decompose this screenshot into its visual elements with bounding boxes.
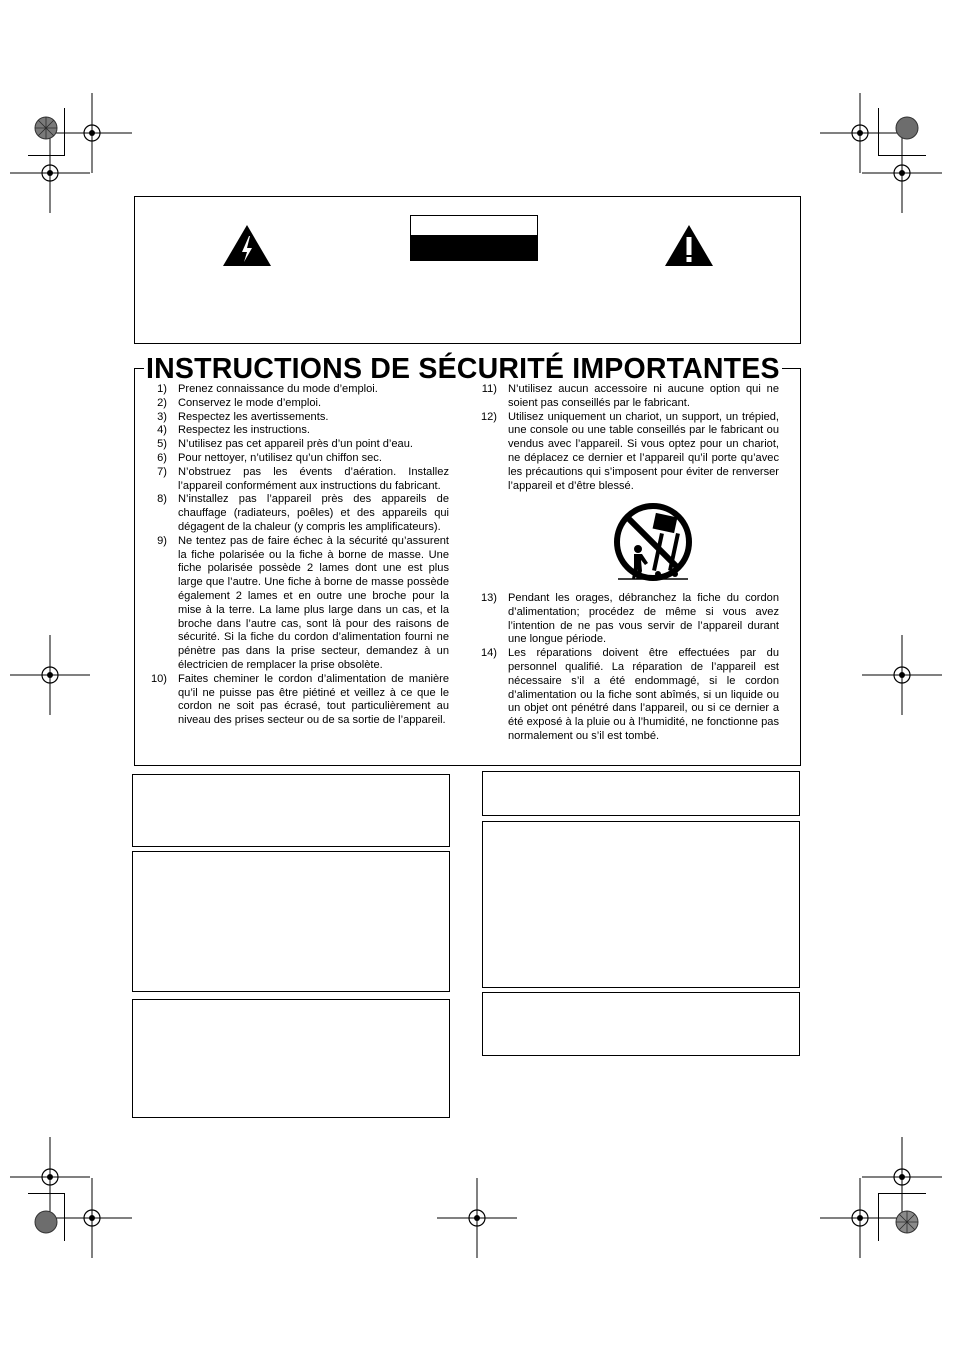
list-item: 5) N’utilisez pas cet appareil près d’un point d’eau. bbox=[157, 438, 413, 451]
notice-box bbox=[482, 771, 800, 816]
list-item: 13) Pendant les orages, débranchez la fiche du cordon d’alimentation; procédez de même si vous avez l’intention de ne pas vous servir de l’appareil durant une longue période. bbox=[480, 592, 779, 646]
list-item: 11) N’utilisez aucun accessoire ni aucune option qui ne soient pas conseillés par le fabricant. bbox=[481, 383, 779, 409]
density-patch-icon bbox=[895, 116, 919, 140]
notice-box bbox=[132, 999, 450, 1118]
list-item: 8) N’installez pas l’appareil près des appareils de chauffage (radiateurs, poêles) et des appareils qui dégagent de la chaleur (y compris les amplificateurs). bbox=[157, 493, 449, 533]
lightning-triangle-icon bbox=[222, 224, 272, 267]
exclamation-triangle-icon bbox=[664, 224, 714, 267]
caution-label bbox=[410, 215, 538, 261]
list-item: 4) Respectez les instructions. bbox=[157, 424, 310, 437]
list-item: 9) Ne tentez pas de faire échec à la sécurité qu’assurent la fiche polarisée ou la fiche à borne de masse. Une fiche polarisée possède 2 lames dont une est plus large que l’autre. Une fiche à borne de masse possède également 2 lames et en outre une broche pour la mise à la terre. La lame plus large dans un cas, et la broche dans l’autre cas, sont là pour des raisons de sécurité. Si la fiche du cordon d’alimentation fourni ne pénètre pas dans la prise secteur, demandez à un électricien de remplacer la prise obsolète. bbox=[157, 534, 449, 671]
instructions-right-column-top bbox=[467, 383, 779, 493]
registration-target-icon bbox=[52, 1178, 132, 1258]
list-item: 1) Prenez connaissance du mode d’emploi. bbox=[157, 383, 378, 395]
notice-box bbox=[482, 821, 800, 988]
list-item: 2) Conservez le mode d’emploi. bbox=[157, 396, 322, 409]
instructions-left-column bbox=[137, 383, 449, 728]
registration-target-icon bbox=[437, 1178, 517, 1258]
registration-target-icon bbox=[862, 635, 942, 715]
registration-target-icon bbox=[10, 635, 90, 715]
registration-target-icon bbox=[862, 1137, 942, 1217]
list-item: 10) Faites cheminer le cordon d’alimentation de manière qu’il ne puisse pas être piétiné et veillez à ce que le cordon ne soit pas écrasé, tout particulièrement au niveau des prises secteur ou de sa sortie de l’appareil. bbox=[150, 672, 449, 727]
list-item: 3) Respectez les avertissements. bbox=[157, 410, 329, 423]
density-patch-icon bbox=[34, 1210, 58, 1234]
notice-box bbox=[132, 851, 450, 992]
registration-target-icon bbox=[862, 133, 942, 213]
density-patch-icon bbox=[34, 116, 58, 140]
cart-tip-over-warning-icon bbox=[612, 503, 694, 581]
density-patch-icon bbox=[895, 1210, 919, 1234]
notice-box bbox=[132, 774, 450, 847]
notice-box bbox=[482, 992, 800, 1056]
list-item: 14) Les réparations doivent être effectuées par du personnel qualifié. La réparation de l’appareil est nécessaire s’il a été endommagé, si le cordon d’alimentation ou la fiche sont abîmés, si un liquide ou un objet ont pénétré dans l’appareil, ou si ce dernier a été exposé à la pluie ou à l’humidité, ne fonctionne pas normalement ou s’il est tombé. bbox=[480, 647, 779, 742]
list-item: 7) N’obstruez pas les évents d’aération. Installez l’appareil conformément aux instructions du fabricant. bbox=[157, 465, 449, 492]
registration-target-icon bbox=[10, 133, 90, 213]
list-item: 12) Utilisez uniquement un chariot, un support, un trépied, une console ou une table conseillés par le fabricant ou vendus avec l’appareil. Si vous optez pour un chariot, ne déplacez ce dernier et l’appareil qu’il porte qu’avec les précautions qui s’imposent pour éviter de renverser l’appareil et d’être blessé. bbox=[480, 410, 779, 492]
instructions-right-column-bottom bbox=[467, 592, 779, 744]
page-title: INSTRUCTIONS DE SÉCURITÉ IMPORTANTES bbox=[146, 353, 780, 385]
list-item: 6) Pour nettoyer, n’utilisez qu’un chiffon sec. bbox=[157, 451, 382, 464]
